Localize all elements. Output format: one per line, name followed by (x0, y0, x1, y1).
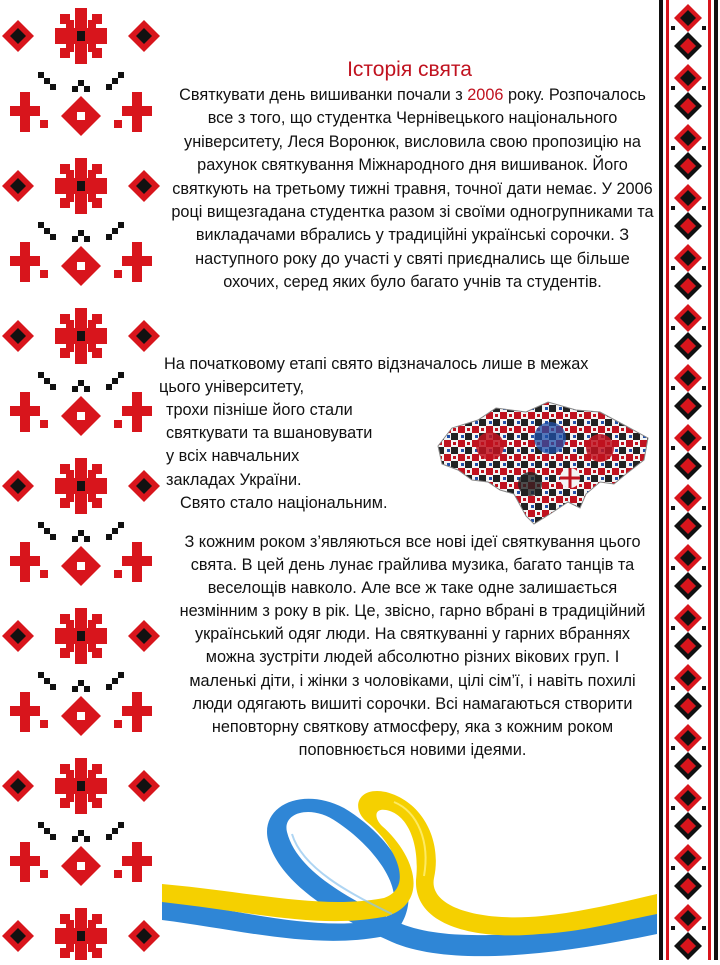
embroidery-border-left-icon (0, 0, 162, 960)
embroidery-border-right-icon (657, 0, 720, 960)
document-body (159, 0, 657, 960)
highlight-year: 2006 (467, 86, 504, 104)
page-title: Історія свята (347, 58, 472, 81)
paragraph2-line: цього університету, (159, 378, 305, 396)
paragraph-national-spread (166, 399, 426, 515)
paragraph-celebration-today: З кожним роком з’являються все нові ідеї святкування цього свята. В цей день лунає грайлива музика, багато танців та веселощів навколо. Але все ж таке одне залишається незмінним з року в рік. Це, звісно, гарно вбрані в традиційний український одяг люди. На святкуванні у гарних вбраннях можна зустріти людей абсолютно різних вікових груп. І маленькі діти, і жінки з чоловіками, цілі сім’ї, і навіть похилі люди одягають вишиті сорочки. Всі намагаються створити неповторну святкову атмосферу, яка з кожним роком поповнюється новими ідеями. (179, 533, 646, 759)
heart-ribbon-icon (162, 782, 657, 960)
paragraph1-rest: року. Розпочалось все з того, що студентка Чернівецького національного університету, Леся Воронюк, висловила свою пропозицію на рахунок святкування Міжнародного дня вишиванок. Його святкують на третьому тижні травня, точної дати немає. У 2006 році вищезгадана студентка разом зі своїми одногрупниками та викладачами вбрались у традиційні українські сорочки. З наступного року до участі у святі приєднались ще більше охочих, серед яких було багато учнів та студентів. (171, 86, 654, 292)
paragraph2-line: святкувати та вшановувати (166, 424, 373, 443)
paragraph-history-origin (170, 84, 655, 295)
ukraine-embroidered-map-icon (430, 398, 655, 533)
paragraph2-line: закладах України. (166, 470, 302, 489)
paragraph2-line: у всіх навчальних (166, 447, 300, 466)
paragraph2-line: трохи пізніше його стали (166, 401, 353, 419)
paragraph1-start: Святкувати день вишиванки почали з (179, 86, 468, 104)
paragraph2-line: На початковому етапі свято відзначалось лише в межах (164, 355, 589, 373)
paragraph2-line: Свято стало національним. (180, 493, 388, 512)
